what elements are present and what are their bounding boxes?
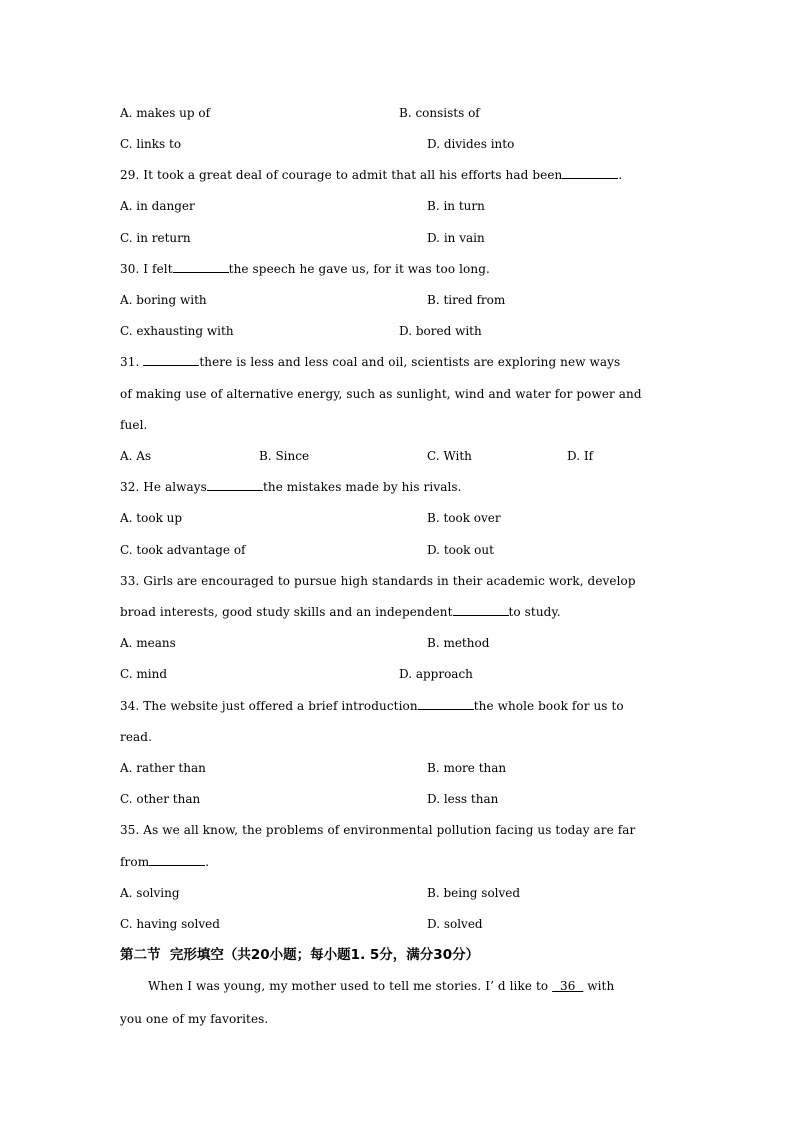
q34-option-d: D. less than <box>427 792 499 806</box>
q32-option-a: A. took up <box>120 511 183 525</box>
q29-stem: 29. It took a great deal of courage to admit that all his efforts had been . <box>120 168 623 182</box>
q28-option-b: B. consists of <box>399 106 480 120</box>
q29-option-d: D. in vain <box>427 231 485 245</box>
q31-stem-line2: of making use of alternative energy, such as sunlight, wind and water for power and <box>120 387 642 401</box>
q34-stem-line2: read. <box>120 730 152 744</box>
q32-stem: 32. He always the mistakes made by his rivals. <box>120 480 462 494</box>
q34-option-a: A. rather than <box>120 761 206 775</box>
q32-option-b: B. took over <box>427 511 501 525</box>
q35-option-c: C. having solved <box>120 917 220 931</box>
q31-option-b: B. Since <box>259 449 310 463</box>
q35-stem-line2: from . <box>120 855 210 869</box>
answer-blank <box>173 261 229 273</box>
answer-blank <box>453 604 509 616</box>
q31-option-c: C. With <box>427 449 472 463</box>
q30-stem: 30. I felt the speech he gave us, for it was too long. <box>120 262 490 276</box>
q35-option-d: D. solved <box>427 917 483 931</box>
section-heading: 第二节 完形填空（共20小题；每小题1. 5分，满分30分） <box>120 947 480 963</box>
q30-option-b: B. tired from <box>427 293 506 307</box>
q30-option-a: A. boring with <box>120 293 207 307</box>
q33-option-c: C. mind <box>120 667 168 681</box>
passage-line1: When I was young, my mother used to tell me stories. I’ d like to 36 with <box>148 979 615 993</box>
q32-option-c: C. took advantage of <box>120 543 246 557</box>
q31-stem-line1: 31. there is less and less coal and oil, scientists are exploring new ways <box>120 355 621 369</box>
answer-blank <box>143 354 199 366</box>
q30-option-c: C. exhausting with <box>120 324 234 338</box>
q29-option-b: B. in turn <box>427 199 485 213</box>
q35-option-a: A. solving <box>120 886 180 900</box>
q29-option-a: A. in danger <box>120 199 195 213</box>
answer-blank <box>418 698 474 710</box>
q30-option-d: D. bored with <box>399 324 482 338</box>
q28-option-d: D. divides into <box>427 137 515 151</box>
q31-stem-line3: fuel. <box>120 418 148 432</box>
q35-stem-line1: 35. As we all know, the problems of environmental pollution facing us today are far <box>120 823 636 837</box>
q32-option-d: D. took out <box>427 543 494 557</box>
answer-blank <box>149 854 205 866</box>
q33-stem-line1: 33. Girls are encouraged to pursue high standards in their academic work, develop <box>120 574 636 588</box>
passage-line2: you one of my favorites. <box>120 1012 269 1026</box>
answer-blank <box>207 479 263 491</box>
q31-option-d: D. If <box>567 449 594 463</box>
blank-36: 36 <box>559 979 576 993</box>
answer-blank <box>562 167 618 179</box>
q28-option-a: A. makes up of <box>120 106 211 120</box>
q33-stem-line2: broad interests, good study skills and an independent to study. <box>120 605 561 619</box>
q34-stem-line1: 34. The website just offered a brief introduction the whole book for us to <box>120 699 624 713</box>
q33-option-b: B. method <box>427 636 490 650</box>
q34-option-c: C. other than <box>120 792 201 806</box>
q33-option-a: A. means <box>120 636 176 650</box>
q28-option-c: C. links to <box>120 137 182 151</box>
q34-option-b: B. more than <box>427 761 507 775</box>
q33-option-d: D. approach <box>399 667 473 681</box>
q31-option-a: A. As <box>120 449 152 463</box>
q35-option-b: B. being solved <box>427 886 521 900</box>
q29-option-c: C. in return <box>120 231 191 245</box>
